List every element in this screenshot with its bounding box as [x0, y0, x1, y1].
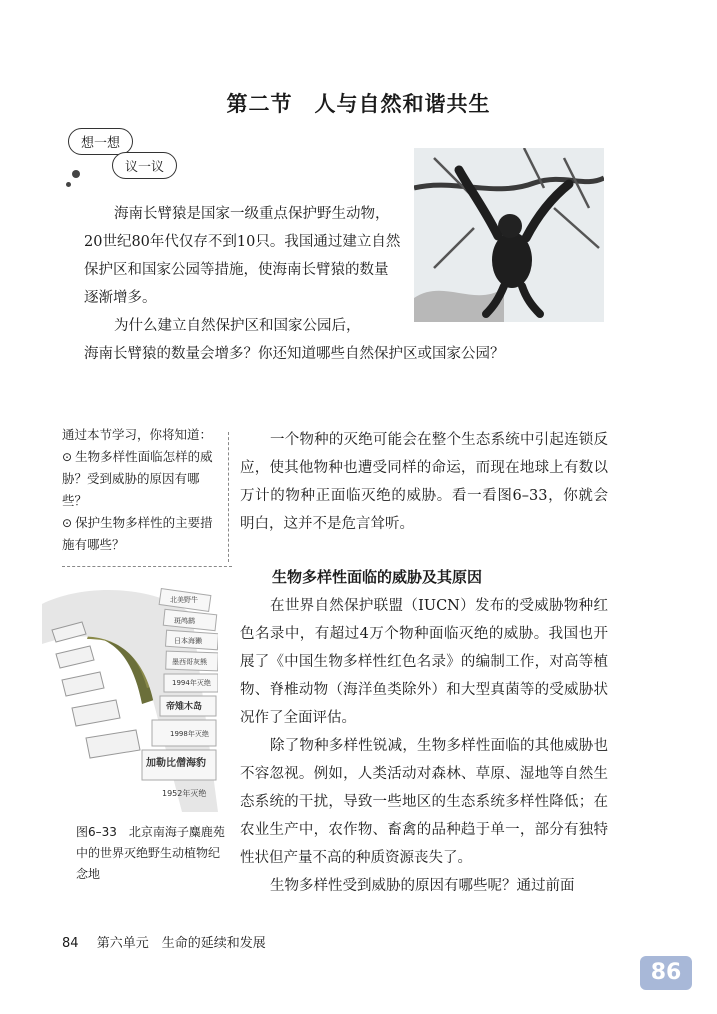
question-line-1: 为什么建立自然保护区和国家公园后，	[114, 318, 361, 334]
unit-title: 第六单元 生命的延续和发展	[96, 936, 266, 951]
page-footer	[62, 932, 266, 951]
subheading: 生物多样性面临的威胁及其原因	[272, 568, 483, 586]
discussion-bubbles	[60, 126, 190, 186]
memorial-stone-label: 斑鸬鹚	[174, 617, 195, 625]
learning-goal-1	[62, 446, 222, 512]
memorial-photo	[42, 584, 218, 812]
memorial-stone-label: 1994年灭绝	[172, 679, 211, 687]
gibbon-photo	[414, 148, 604, 322]
main-paragraph-2: 在世界自然保护联盟（IUCN）发布的受威胁物种红色名录中，有超过4万个物种面临灭绝的威胁。我国也开展了《中国生物多样性红色名录》的编制工作，对高等植物、脊椎动物（海洋鱼类除外）和大型真菌等的受威胁状况作了全面评估。	[240, 598, 608, 726]
memorial-stone-label: 1952年灭绝	[162, 789, 207, 798]
figure-caption: 图6–33 北京南海子麋鹿苑中的世界灭绝野生动植物纪念地	[76, 825, 225, 881]
learning-goal-2	[62, 512, 222, 556]
memorial-stone-label: 帝雉木岛	[166, 702, 203, 712]
main-paragraph-4: 生物多样性受到威胁的原因有哪些呢？通过前面	[270, 878, 575, 894]
memorial-stone-label: 加勒比僧海豹	[146, 758, 206, 769]
divider-horizontal	[62, 566, 232, 567]
learning-goal-2-text: 保护生物多样性的主要措施有哪些？	[62, 515, 213, 552]
learning-goal-1-text: 生物多样性面临怎样的威胁？受到威胁的原因有哪些？	[62, 449, 213, 508]
circle-dot-icon: ⊙	[62, 450, 73, 464]
section-title: 第二节 人与自然和谐共生	[226, 92, 491, 116]
memorial-stone-label: 1998年灭绝	[170, 730, 209, 738]
main-paragraph-1: 一个物种的灭绝可能会在整个生态系统中引起连锁反应，使其他物种也遭受同样的命运，而现在地球上有数以万计的物种正面临灭绝的威胁。看一看图6–33，你就会明白，这并不是危言耸听。	[240, 432, 608, 532]
question-line-2: 海南长臂猿的数量会增多？你还知道哪些自然保护区或国家公园？	[84, 346, 505, 362]
memorial-stone-label: 日本海獭	[174, 637, 202, 645]
memorial-illustration	[42, 584, 218, 812]
memorial-stone-label: 北美野牛	[170, 596, 198, 604]
page-number: 84	[62, 936, 79, 951]
bubble-dot-icon	[72, 170, 80, 178]
learning-goals	[62, 424, 222, 556]
learning-goals-heading: 通过本节学习，你将知道：	[62, 427, 213, 442]
page-badge[interactable]: 86	[640, 956, 692, 990]
divider-vertical	[228, 432, 229, 562]
main-paragraph-3: 除了物种多样性锐减，生物多样性面临的其他威胁也不容忽视。例如，人类活动对森林、草原、湿地等自然生态系统的干扰，导致一些地区的生态系统多样性降低；在农业生产中，农作物、畜禽的品种趋于单一，部分有独特性状但产量不高的种质资源丧失了。	[240, 738, 608, 866]
bubble-dot-icon	[66, 182, 71, 187]
discuss-bubble: 议一议	[112, 152, 177, 179]
intro-paragraph: 海南长臂猿是国家一级重点保护野生动物，20世纪80年代仅存不到10只。我国通过建立自然保护区和国家公园等措施，使海南长臂猿的数量逐渐增多。	[84, 206, 401, 306]
gibbon-illustration	[414, 148, 604, 322]
circle-dot-icon: ⊙	[62, 516, 73, 530]
think-bubble: 想一想	[68, 128, 133, 155]
memorial-stone-label: 墨西哥灰熊	[172, 658, 207, 666]
